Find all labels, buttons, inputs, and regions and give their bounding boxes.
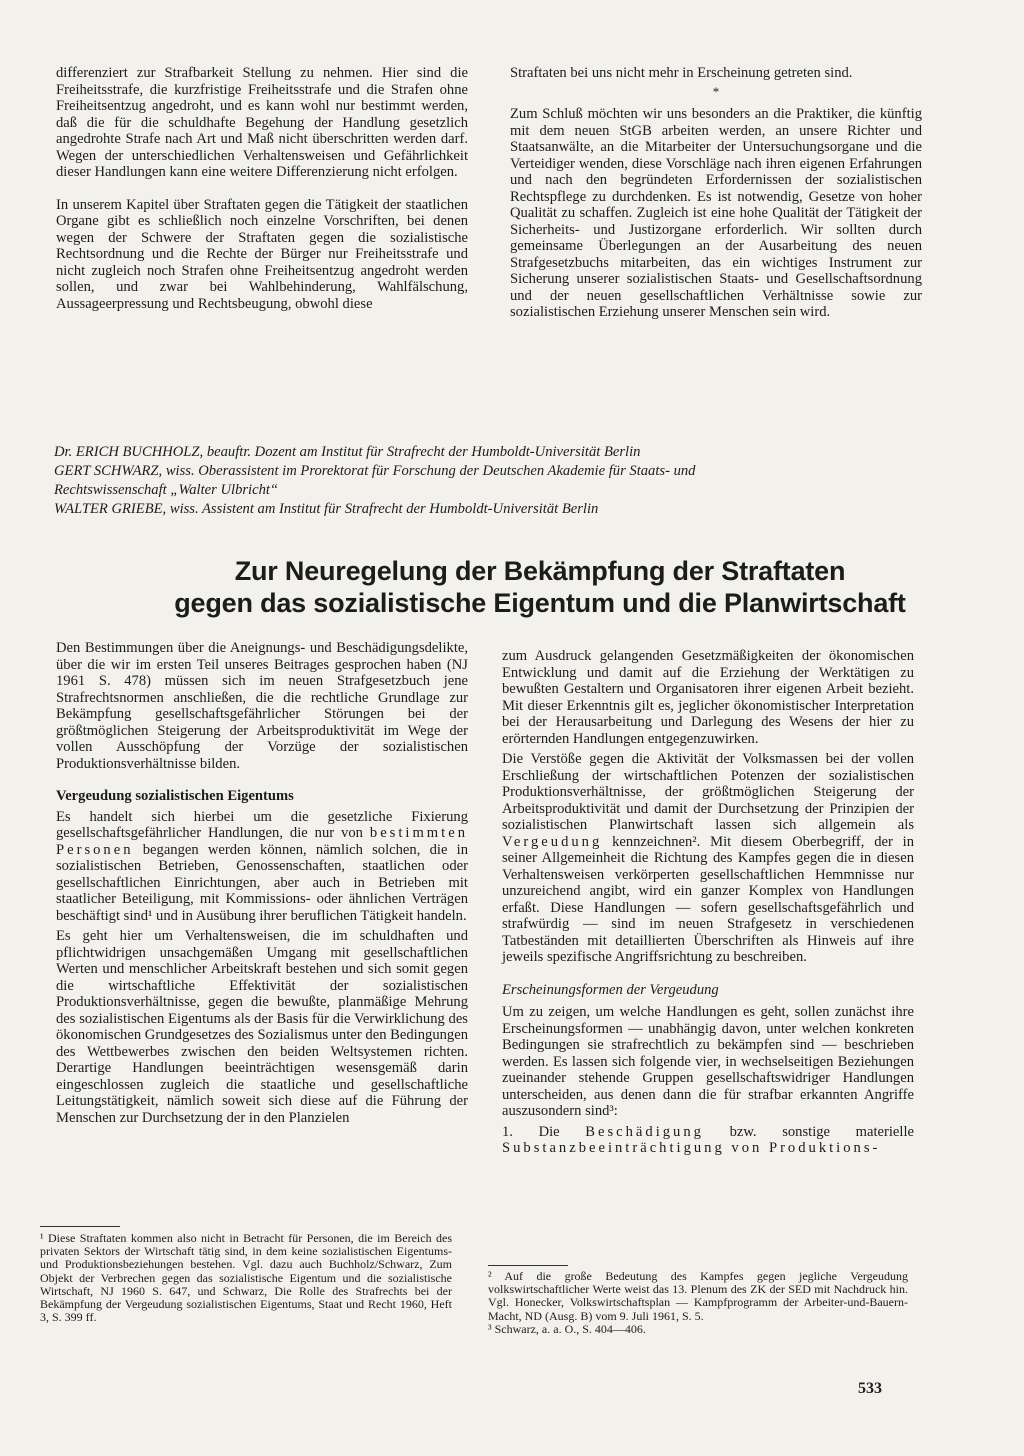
section-heading: Vergeudung sozialistischen Eigentums [56,788,294,804]
paragraph: zum Ausdruck gelangenden Gesetzmäßigkeiten der ökonomischen Entwicklung und damit auf die Erziehung der Werktätigen zu bewußten Gestaltern und Organisatoren ihrer eigenen Arbeit bezieht. Mit dieser Erkenntnis gilt es, jeglicher ökonomistischer Interpretation bei der Herausarbeitung und Darlegung des Wesens der hier zu erörternden Handlungen entgegenzuwirken. [502,648,914,747]
author-line [54,481,924,500]
paragraph: differenziert zur Strafbarkeit Stellung zu nehmen. Hier sind die Freiheitsstrafe, die kurzfristige Freiheitsstrafe und die Strafen ohne Freiheitsentzug angedroht, und es kann wohl nur bestimmt werden, daß die für die schuldhafte Begehung der Handlung gesetzlich angedrohte Strafe nach Art und Maß nicht überschritten werden darf. Wegen der unterschiedlichen Verhaltensweisen und Gefährlichkeit dieser Handlungen kann eine weitere Differenzierung nicht erfolgen. [56,65,468,180]
text-run: begangen werden können, nämlich solchen, die in sozialistischen Betrieben, Genossenschaften, staatlichen oder gesellschaftlichen Einrichtungen, aber auch in Betrieben mit staatlicher Beteiligung, mit Kommissions- oder ähnlichen Verträgen beschäftigt sind¹ und in Ausübung ihrer beruflichen Tätigkeit handeln. [56,841,468,924]
author-list [54,443,924,519]
text-run: 1. Die [502,1123,586,1140]
paragraph [56,809,468,925]
intro-paragraph: Den Bestimmungen über die Aneignungs- und Beschädigungsdelikte, über die wir im ersten Teil unseres Beitrages gesprochen haben (NJ 1961 S. 478) müssen sich im neuen Strafgesetzbuch jene Strafrechtsnormen anschließen, die die rechtliche Grundlage zur Bekämpfung gesellschaftsgefährlicher Störungen bei der größtmöglichen Steigerung der Arbeitsproduktivität im Wege der vollen Ausschöpfung der Vorzüge der sozialistischen Produktionsverhältnisse bilden. [56,640,468,772]
text-run: bzw. sonstige materielle [703,1123,914,1140]
text-run: Die Verstöße gegen die Aktivität der Volksmassen bei der vollen Erschließung der wirtschaftlichen Potenzen der sozialistischen Produktionsverhältnisse, der größtmöglichen Steigerung der Arbeitsproduktivität und damit der Durchsetzung der Prinzipien der sozialistischen Planwirtschaft lassen sich allgemein als [502,751,914,833]
title-line: Zur Neuregelung der Bekämpfung der Straftaten [234,556,846,586]
footnote-rule [40,1226,120,1227]
author-affiliation: wiss. Oberassistent im Prorektorat für Forschung der Deutschen Akademie für Staats- und [162,463,696,479]
author-name: GERT SCHWARZ, [54,463,163,479]
author-name: WALTER GRIEBE, [54,501,167,517]
spaced-emphasis: bestimmten Personen [56,825,468,858]
footnote-rule [488,1265,568,1266]
footnotes-right [488,1270,908,1336]
page-number: 533 [858,1380,882,1397]
section-separator-star: * [712,83,720,99]
top-left-column [56,65,468,312]
author-line [54,500,924,519]
footnote: ¹ Diese Straftaten kommen also nicht in Betracht für Personen, die im Bereich des privaten Sektors der Wirtschaft tätig sind, in dem keine sozialistischen Eigentums- und Produktionsbeziehungen bestehen. Vgl. dazu auch Buchholz/Schwarz, Zum Objekt der Verbrechen gegen das sozialistische Eigentum und die sozialistische Wirtschaft, NJ 1960 S. 647, und Schwarz, Die Rolle des Strafrechts bei der Bekämpfung der Vergeudung sozialistischen Eigentums, Staat und Recht 1960, Heft 3, S. 399 ff. [40,1231,452,1325]
author-line [54,443,924,462]
paragraph: Es geht hier um Verhaltensweisen, die im schuldhaften und pflichtwidrigen unsachgemäßen Umgang mit gesellschaftlichen Werten und menschlicher Arbeitskraft bestehen und sich somit gegen die wirtschaftliche Effektivität der sozialistischen Produktionsverhältnisse, gegen die bewußte, planmäßige Mehrung des sozialistischen Eigentums als der Basis für die Verwirklichung des ökonomischen Grundgesetzes des Sozialismus unter den Bedingungen des Wettbewerbes zwischen den beiden Weltsystemen richten. Derartige Handlungen beeinträchtigen wesensgemäß darin eingeschlossen zugleich die staatliche und gesellschaftliche Leitungstätigkeit, nämlich soweit sich diese auf die Führung der Menschen zur Durchsetzung der in den Planzielen [56,928,468,1126]
paragraph: Um zu zeigen, um welche Handlungen es geht, sollen zunächst ihre Erscheinungsformen — unabhängig davon, unter welchen konkreten Bedingungen sie strafrechtlich zu bekämpfen sind — beschrieben werden. Es lassen sich folgende vier, in wechselseitigen Beziehungen zueinander stehende Gruppen gesellschaftswidriger Handlungen unterscheiden, aus denen dann die für strafbar erkannten Angriffe auszusondern sind³: [502,1004,914,1119]
paragraph: Straftaten bei uns nicht mehr in Erscheinung getreten sind. [510,65,853,81]
footnote: ² Auf die große Bedeutung des Kampfes gegen jegliche Vergeudung volkswirtschaftlicher Werte weist das 13. Plenum des ZK der SED mit Nachdruck hin. Vgl. Honecker, Volkswirtschaftsplan — Kampfprogramm der Arbeiter-und-Bauern-Macht, ND (Ausg. B) vom 9. Juli 1961, S. 5. [488,1269,908,1323]
author-affiliation: beauftr. Dozent am Institut für Strafrecht der Humboldt-Universität Berlin [203,444,641,460]
spaced-emphasis: Substanzbeeinträchtigung von Produktions- [502,1140,881,1156]
paragraph [502,1124,914,1157]
top-right-column [510,65,922,321]
footnote: ³ Schwarz, a. a. O., S. 404—406. [488,1321,646,1336]
spaced-emphasis: Beschädigung [585,1123,704,1140]
text-run: Es handelt sich hierbei um die gesetzliche Fixierung gesellschaftsgefährlicher Handlungen, die nur von [56,808,468,841]
paragraph: Zum Schluß möchten wir uns besonders an die Praktiker, die künftig mit dem neuen StGB arbeiten werden, an unsere Richter und Staatsanwälte, an die Mitarbeiter der Untersuchungsorgane und die Verteidiger wenden, diese Vorschläge nach ihren eigenen Erfahrungen und nach den begründeten Erfordernissen der sozialistischen Rechtspflege zu durchdenken. Es ist notwendig, Gesetze von hoher Qualität zu schaffen. Zugleich ist eine hohe Qualität der Tätigkeit der Sicherheits- und Justizorgane erforderlich. Wir sollten durch gemeinsame Überlegungen an der Ausarbeitung des neuen Strafgesetzbuchs mitarbeiten, das ein wichtiges Instrument zur Sicherung unserer sozialistischen Staats- und Gesellschaftsordnung und der neuen gesellschaftlichen Verhältnisse sowie zur sozialistischen Erziehung unserer Menschen sein wird. [510,106,922,320]
paragraph [502,751,914,966]
section-heading: Erscheinungsformen der Vergeudung [502,981,719,998]
author-line [54,462,924,481]
article-title [120,555,960,619]
title-line: gegen das sozialistische Eigentum und die Planwirtschaft [174,588,906,618]
author-affiliation: Rechtswissenschaft „Walter Ulbricht“ [54,482,279,498]
main-right-column [502,648,914,1157]
spaced-emphasis: Vergeudung [502,833,603,850]
footnotes-left [40,1232,452,1324]
author-name: Dr. ERICH BUCHHOLZ, [54,444,204,460]
main-left-column [56,640,468,1126]
text-run: kennzeichnen². Mit diesem Oberbegriff, der in seiner Allgemeinheit die Richtung des Kampfes gegen die in diesen Verhaltensweisen verkörperten gesellschaftlichen Hemmnisse nur unzureichend angibt, wird ein ganzer Komplex von Handlungen erfaßt. Diese Handlungen — sofern gesellschaftsgefährlich und strafwürdig — sind im neuen Strafgesetz in verschiedenen Tatbeständen mit detaillierten Überschriften als Hinweis auf ihre jeweils spezifische Angriffsrichtung zu beschreiben. [502,833,914,965]
paragraph: In unserem Kapitel über Straftaten gegen die Tätigkeit der staatlichen Organe gibt es schließlich noch einzelne Vorschriften, bei denen wegen der Schwere der Straftaten gegen die sozialistische Rechtsordnung und die Rechte der Bürger nur Freiheitsstrafe und nicht zugleich noch Strafen ohne Freiheitsentzug angedroht werden sollen, und zwar bei Wahlbehinderung, Wahlfälschung, Aussageerpressung und Rechtsbeugung, obwohl diese [56,196,468,312]
author-affiliation: wiss. Assistent am Institut für Strafrecht der Humboldt-Universität Berlin [166,501,599,517]
